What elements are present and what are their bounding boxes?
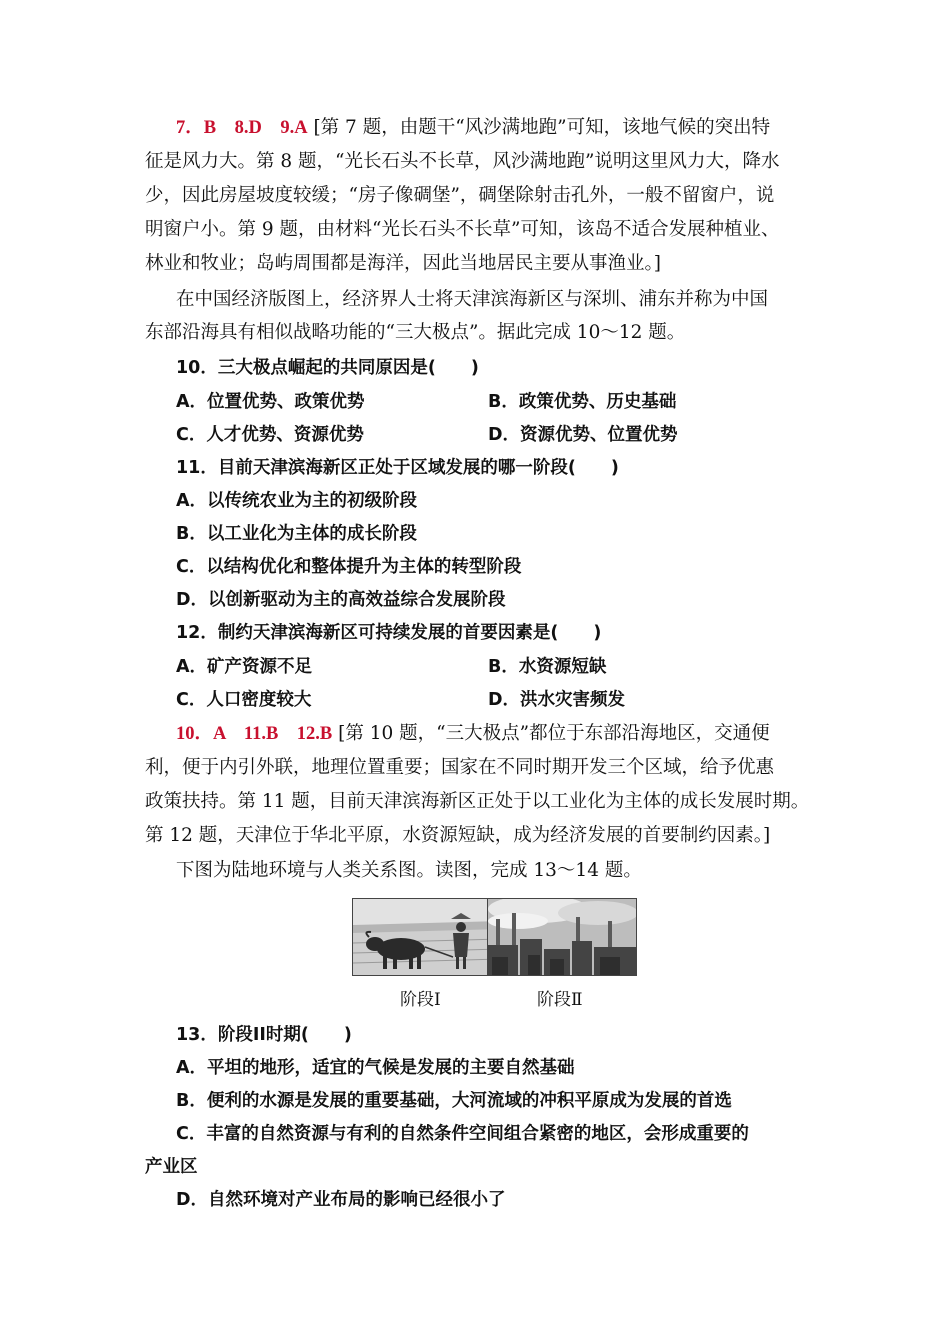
- explanation-text: [第 10 题，“三大极点”都位于东部沿海地区，交通便: [338, 723, 770, 744]
- question-10-stem: 10．三大极点崛起的共同原因是( ): [176, 358, 479, 378]
- intro-paragraph: 东部沿海具有相似战略功能的“三大极点”。据此完成 10～12 题。: [145, 322, 686, 343]
- figure-caption-stage-2: 阶段Ⅱ: [537, 990, 583, 1010]
- explanation-text: [第 7 题，由题干“风沙满地跑”可知，该地气候的突出特: [313, 117, 771, 138]
- question-11-option-a: A．以传统农业为主的初级阶段: [176, 491, 418, 511]
- explanation-line: 林业和牧业；岛屿周围都是海洋，因此当地居民主要从事渔业。]: [145, 253, 661, 274]
- answer-key-7-9: 7．B 8.D 9.A: [176, 118, 308, 138]
- question-11-option-b: B．以工业化为主体的成长阶段: [176, 524, 417, 544]
- question-10-option-a: A．位置优势、政策优势: [176, 392, 365, 412]
- question-12-option-c: C．人口密度较大: [176, 690, 312, 710]
- question-10-option-d: D．资源优势、位置优势: [488, 425, 678, 445]
- question-12-option-a: A．矿产资源不足: [176, 657, 313, 677]
- figure-caption-stage-1: 阶段Ⅰ: [400, 990, 441, 1010]
- stage-1-farming-image: [352, 898, 502, 976]
- answer-line-7-9: [176, 115, 770, 141]
- answer-key-10-12: 10．A 11.B 12.B: [176, 724, 333, 744]
- question-13-option-a: A．平坦的地形，适宜的气候是发展的主要自然基础: [176, 1058, 575, 1078]
- question-12-stem: 12．制约天津滨海新区可持续发展的首要因素是( ): [176, 623, 602, 643]
- question-13-stem: 13．阶段II时期( ): [176, 1025, 352, 1045]
- answer-line-10-12: [176, 721, 770, 747]
- question-11-option-d: D．以创新驱动为主的高效益综合发展阶段: [176, 590, 506, 610]
- explanation-line: 明窗户小。第 9 题，由材料“光长石头不长草”可知，该岛不适合发展种植业、: [145, 219, 780, 240]
- question-13-option-b: B．便利的水源是发展的重要基础，大河流域的冲积平原成为发展的首选: [176, 1091, 732, 1111]
- explanation-line: 征是风力大。第 8 题，“光长石头不长草，风沙满地跑”说明这里风力大，降水: [145, 151, 780, 172]
- explanation-line: 少，因此房屋坡度较缓；“房子像碉堡”，碉堡除射击孔外，一般不留窗户，说: [145, 185, 775, 206]
- question-11-stem: 11．目前天津滨海新区正处于区域发展的哪一阶段( ): [176, 458, 619, 478]
- question-13-option-c-continued: 产业区: [145, 1157, 198, 1177]
- question-11-option-c: C．以结构优化和整体提升为主体的转型阶段: [176, 557, 522, 577]
- explanation-line: 第 12 题，天津位于华北平原，水资源短缺，成为经济发展的首要制约因素。]: [145, 825, 771, 846]
- explanation-line: 政策扶持。第 11 题，目前天津滨海新区正处于以工业化为主体的成长发展时期。: [145, 791, 810, 812]
- explanation-line: 利，便于内引外联，地理位置重要；国家在不同时期开发三个区域，给予优惠: [145, 757, 775, 778]
- question-12-option-b: B．水资源短缺: [488, 657, 607, 677]
- question-10-option-c: C．人才优势、资源优势: [176, 425, 364, 445]
- question-10-option-b: B．政策优势、历史基础: [488, 392, 677, 412]
- question-12-option-d: D．洪水灾害频发: [488, 690, 626, 710]
- question-13-option-d: D．自然环境对产业布局的影响已经很小了: [176, 1190, 506, 1210]
- intro-paragraph: 在中国经济版图上，经济界人士将天津滨海新区与深圳、浦东并称为中国: [176, 289, 769, 310]
- question-13-option-c: C．丰富的自然资源与有利的自然条件空间组合紧密的地区，会形成重要的: [176, 1124, 749, 1144]
- stage-2-industry-image: [487, 898, 637, 976]
- intro-paragraph: 下图为陆地环境与人类关系图。读图，完成 13～14 题。: [176, 860, 642, 881]
